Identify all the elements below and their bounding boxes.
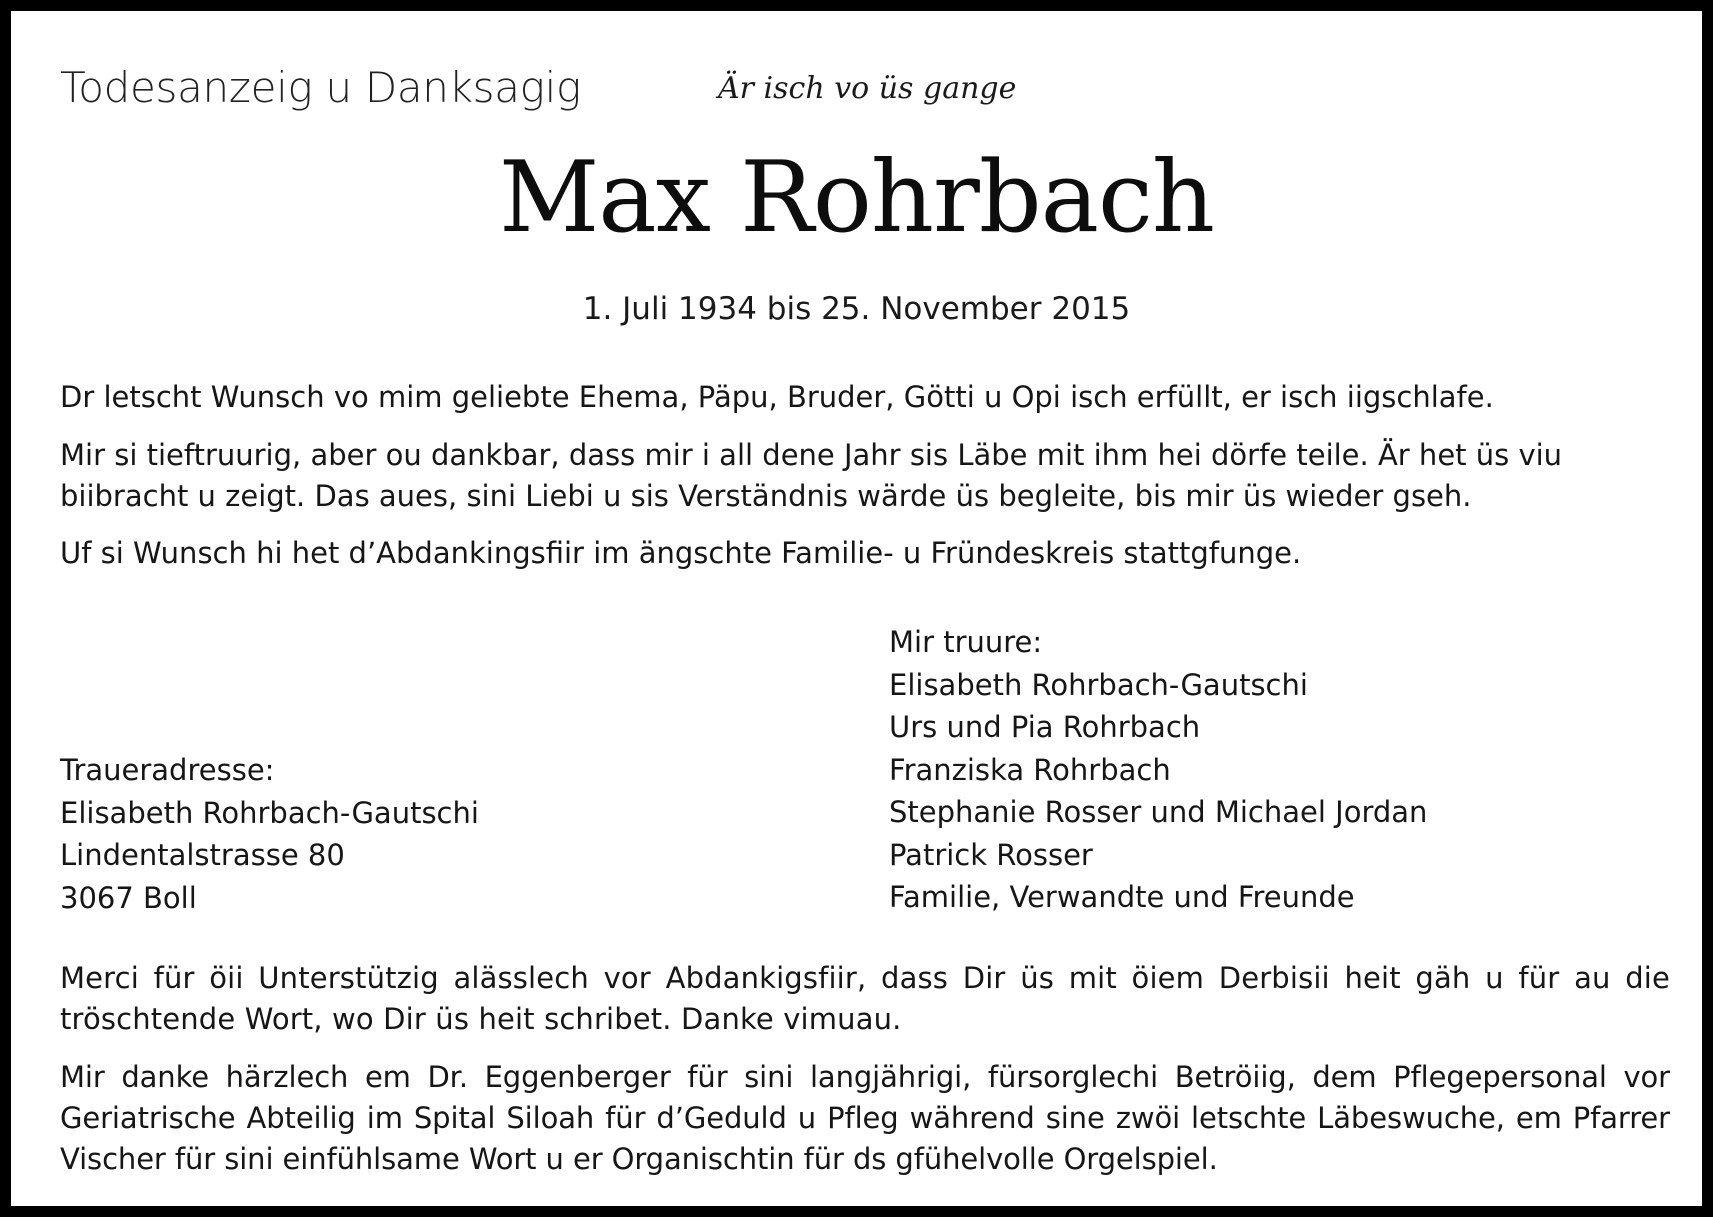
address-name: Elisabeth Rohrbach-Gautschi bbox=[60, 795, 479, 830]
mourner-name: Stephanie Rosser und Michael Jordan bbox=[889, 795, 1428, 829]
mourners-list bbox=[889, 621, 1427, 919]
notice-heading: Todesanzeig u Danksagig bbox=[60, 63, 581, 112]
address-label: Traueradresse: bbox=[60, 753, 275, 787]
mourners-label: Mir truure: bbox=[889, 625, 1043, 659]
address-city: 3067 Boll bbox=[60, 880, 197, 915]
deceased-name: Max Rohrbach bbox=[498, 141, 1215, 255]
paragraph-funeral: Uf si Wunsch hi het d’Abdankingsfiir im ängschte Familie- u Fründeskreis stattgfunge. bbox=[60, 536, 1302, 570]
paragraph-last-wish: Dr letscht Wunsch vo mim geliebte Ehema, Päpu, Bruder, Götti u Opi isch erfüllt, er isch iigschlafe. bbox=[60, 380, 1494, 414]
epigraph: Är isch vo üs gange bbox=[718, 71, 1017, 106]
mourner-name: Urs und Pia Rohrbach bbox=[889, 710, 1201, 744]
mourner-name: Elisabeth Rohrbach-Gautschi bbox=[889, 667, 1308, 702]
mourner-name: Patrick Rosser bbox=[889, 837, 1093, 872]
mourning-address bbox=[60, 749, 479, 919]
life-dates: 1. Juli 1934 bis 25. November 2015 bbox=[582, 291, 1131, 327]
paragraph-gratitude: Mir si tieftruurig, aber ou dankbar, dass mir i all dene Jahr sis Läbe mit ihm hei dörfe teile. Är het üs viu biibracht u zeigt. Das aues, sini Liebi u sis Verständnis wärde üs begleite, bis mir üs wieder gseh. bbox=[60, 438, 1563, 513]
paragraph-thanks-care: Mir danke härzlech em Dr. Eggenberger für sini langjährigi, fürsorglechi Betröiig, dem Pflegepersonal vor Geriatrische Abteilig im Spital Siloah für d’Geduld u Pfleg während sine zwöi letschte Läbeswuche, em Pfarrer Vischer für sini einfühlsame Wort u er Organischtin für ds gfühelvolle Orgelspiel. bbox=[60, 1060, 1670, 1176]
mourner-name: Franziska Rohrbach bbox=[889, 752, 1171, 787]
address-street: Lindentalstrasse 80 bbox=[60, 838, 345, 872]
paragraph-thanks-support: Merci für öii Unterstützig alässlech vor Abdankigsfiir, dass Dir üs mit öiem Derbisii heit gäh u für au die tröschtende Wort, wo Dir üs heit schribet. Danke vimuau. bbox=[60, 961, 1670, 1036]
mourner-name: Familie, Verwandte und Freunde bbox=[889, 880, 1355, 914]
